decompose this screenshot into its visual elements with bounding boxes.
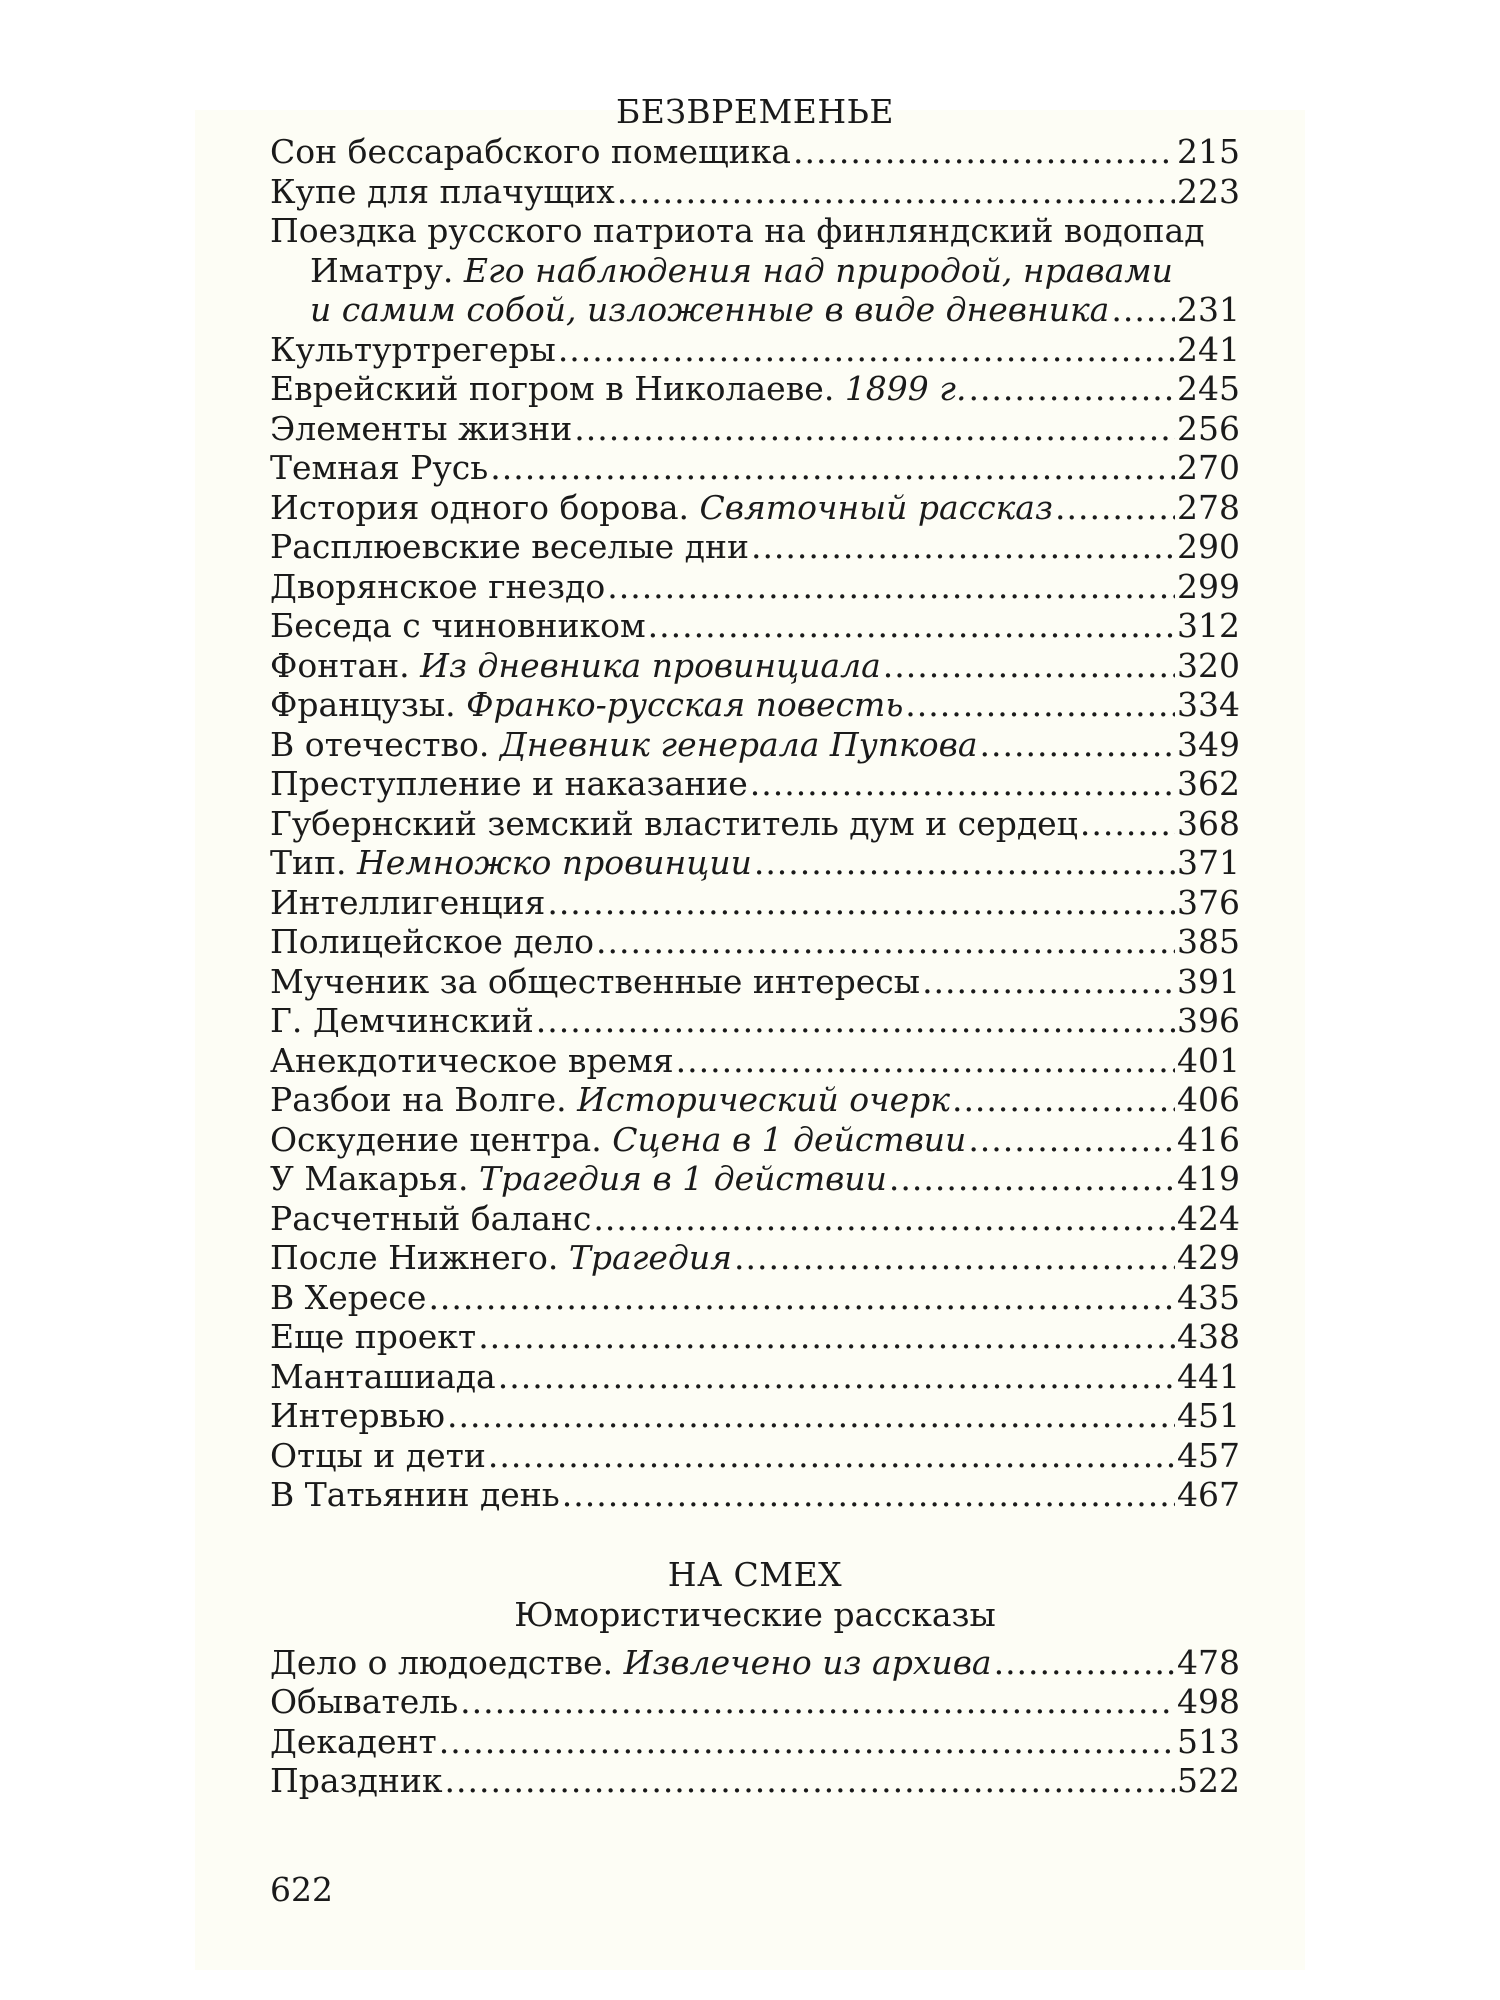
entry-page-number: 299 [1177, 566, 1240, 606]
entry-page-number: 231 [1177, 290, 1240, 329]
entry-page-number: 270 [1177, 448, 1240, 487]
entry-title [270, 1120, 966, 1160]
toc-entry[interactable] [270, 1682, 1240, 1722]
toc-entry[interactable] [270, 764, 1240, 804]
dot-leader [754, 843, 1175, 883]
entry-title: Культуртрегеры [270, 329, 556, 369]
entry-title-text: Разбои на Волге. [270, 1080, 567, 1119]
toc-entry[interactable] [270, 1120, 1240, 1160]
entry-title: В Татьянин день [270, 1475, 560, 1514]
entry-title: Интервью [270, 1396, 445, 1435]
toc-entry[interactable] [270, 172, 1240, 212]
entry-title: Отцы и дети [270, 1435, 486, 1475]
subheading-spacer [270, 1635, 1240, 1643]
entry-title: Интеллигенция [270, 882, 546, 922]
entry-page-number: 424 [1177, 1198, 1240, 1238]
entry-page-number: 312 [1177, 606, 1240, 645]
entry-title: Декадент [270, 1721, 437, 1761]
entry-page-number: 396 [1177, 1001, 1240, 1040]
entry-subtitle: и самим собой, изложенные в виде дневника [310, 290, 1110, 329]
dot-leader [952, 1080, 1175, 1120]
entry-title [270, 488, 1053, 528]
page-number-folio: 622 [270, 1870, 333, 1909]
entry-page-number: 215 [1177, 132, 1240, 171]
entry-title: Дворянское гнездо [270, 566, 606, 606]
entry-title [270, 1159, 887, 1199]
entry-page-number: 435 [1177, 1277, 1240, 1317]
entry-page-number: 429 [1177, 1238, 1240, 1277]
entry-title: Расчетный баланс [270, 1198, 592, 1238]
dot-leader [574, 409, 1175, 449]
section-spacer [270, 1515, 1240, 1555]
toc-entry[interactable] [270, 1475, 1240, 1515]
toc-entry-multiline-line2[interactable] [270, 251, 1240, 291]
entry-page-number: 457 [1177, 1435, 1240, 1475]
entry-subtitle: 1899 г. [844, 369, 967, 408]
dot-leader [428, 1278, 1175, 1318]
entry-title: Манташиада [270, 1356, 496, 1396]
toc-entry[interactable] [270, 527, 1240, 567]
entry-title: Иматру. [310, 250, 454, 290]
entry-title: Преступление и наказание [270, 764, 748, 803]
dot-leader [478, 1317, 1175, 1357]
entry-page-number: 441 [1177, 1356, 1240, 1396]
entry-page-number: 451 [1177, 1396, 1240, 1435]
entry-title [270, 685, 903, 725]
toc-entry[interactable] [270, 1238, 1240, 1278]
toc-entry[interactable] [270, 883, 1240, 923]
entry-title: Элементы жизни [270, 408, 573, 448]
entry-title: Обыватель [270, 1682, 459, 1721]
entry-page-number: 278 [1177, 487, 1240, 527]
dot-leader [648, 606, 1175, 646]
entry-page-number: 401 [1177, 1040, 1240, 1080]
entry-title: Купе для плачущих [270, 171, 615, 211]
dot-leader [562, 1475, 1175, 1515]
toc-entry[interactable] [270, 685, 1240, 725]
dot-leader [793, 132, 1175, 172]
toc-entry[interactable] [270, 962, 1240, 1002]
entry-page-number: 320 [1177, 645, 1240, 685]
dot-leader [490, 448, 1175, 488]
entry-title: Анекдотическое время [270, 1040, 674, 1080]
entry-title [270, 646, 881, 686]
toc-entry[interactable] [270, 369, 1240, 409]
dot-leader [922, 962, 1175, 1002]
dot-leader [994, 1643, 1175, 1683]
entry-title-text: Фонтан. [270, 645, 410, 685]
toc-entry[interactable] [270, 804, 1240, 844]
entry-subtitle: Извлечено из архива [623, 1642, 992, 1682]
dot-leader [968, 369, 1175, 409]
toc-entry[interactable] [270, 567, 1240, 607]
toc-entry[interactable] [270, 1436, 1240, 1476]
dot-leader [968, 1120, 1175, 1160]
entry-page-number: 522 [1177, 1761, 1240, 1800]
entry-page-number: 438 [1177, 1317, 1240, 1356]
toc-entry[interactable] [270, 330, 1240, 370]
dot-leader [617, 172, 1175, 212]
entry-title: Мученик за общественные интересы [270, 961, 921, 1001]
entry-title-text: Дело о людоедстве. [270, 1642, 614, 1682]
entry-title: Еще проект [270, 1317, 477, 1356]
dot-leader [905, 685, 1175, 725]
entry-subtitle: Святочный рассказ [699, 487, 1053, 527]
entry-page-number: 256 [1177, 408, 1240, 448]
entry-title [270, 1238, 732, 1278]
entry-page-number: 419 [1177, 1159, 1240, 1198]
entry-page-number: 223 [1177, 171, 1240, 211]
entry-title-text: Тип. [270, 843, 347, 882]
entry-title: Губернский земский властитель дум и сердец [270, 803, 1078, 843]
dot-leader [751, 527, 1175, 567]
toc-entry[interactable] [270, 606, 1240, 646]
dot-leader [558, 330, 1175, 370]
entry-page-number: 406 [1177, 1080, 1240, 1119]
entry-page-number: 334 [1177, 685, 1240, 724]
entry-title-text: В отечество. [270, 724, 490, 764]
entry-title: В Хересе [270, 1277, 427, 1317]
toc-entry[interactable] [270, 843, 1240, 883]
entry-page-number: 391 [1177, 961, 1240, 1001]
entry-subtitle: Его наблюдения над природой, нравами [463, 250, 1173, 290]
dot-leader [596, 922, 1175, 962]
entry-title-text: У Макарья. [270, 1159, 469, 1198]
entry-page-number: 368 [1177, 803, 1240, 843]
entry-title-text: История одного борова. [270, 487, 689, 527]
dot-leader [460, 1682, 1175, 1722]
toc-entry[interactable] [270, 1159, 1240, 1199]
entry-subtitle: Трагедия [568, 1238, 732, 1277]
dot-leader [1111, 290, 1175, 330]
entry-page-number: 241 [1177, 329, 1240, 369]
entry-title [270, 1643, 992, 1683]
entry-title [270, 725, 978, 765]
entry-page-number: 385 [1177, 922, 1240, 961]
dot-leader [498, 1357, 1175, 1397]
dot-leader [734, 1238, 1175, 1278]
section-subheading: Юмористические рассказы [514, 1594, 996, 1634]
toc-entry[interactable] [270, 409, 1240, 449]
toc-entry[interactable] [270, 1278, 1240, 1318]
entry-title: Г. Демчинский [270, 1001, 534, 1040]
toc-entry[interactable] [270, 488, 1240, 528]
entry-title: Праздник [270, 1761, 443, 1800]
entry-page-number: 362 [1177, 764, 1240, 803]
entry-page-number: 478 [1177, 1642, 1240, 1682]
entry-subtitle: Исторический очерк [577, 1080, 950, 1119]
entry-title: Полицейское дело [270, 922, 595, 961]
toc-entry[interactable] [270, 1317, 1240, 1357]
dot-leader [593, 1199, 1175, 1239]
dot-leader [750, 764, 1175, 804]
entry-title-text: Оскудение центра. [270, 1119, 602, 1159]
entry-title: Сон бессарабского помещика [270, 132, 791, 171]
entry-subtitle: Дневник генерала Пупкова [499, 724, 978, 764]
toc-entry[interactable] [270, 448, 1240, 488]
entry-title-text: Еврейский погром в Николаеве. [270, 369, 835, 408]
entry-subtitle: Из дневника провинциала [420, 645, 881, 685]
entry-title-text: После Нижнего. [270, 1238, 559, 1277]
dot-leader [607, 567, 1175, 607]
toc-entry[interactable] [270, 132, 1240, 172]
entry-title: Беседа с чиновником [270, 606, 646, 645]
toc-entry[interactable] [270, 1357, 1240, 1397]
toc-entry[interactable] [270, 1722, 1240, 1762]
dot-leader [488, 1436, 1175, 1476]
dot-leader [676, 1041, 1175, 1081]
toc-entry[interactable] [270, 1001, 1240, 1041]
dot-leader [547, 883, 1175, 923]
entry-page-number: 467 [1177, 1475, 1240, 1514]
entry-subtitle: Франко-русская повесть [466, 685, 904, 724]
entry-title [270, 843, 752, 883]
toc-entry[interactable] [270, 1396, 1240, 1436]
dot-leader [447, 1396, 1175, 1436]
entry-page-number: 290 [1177, 527, 1240, 566]
entry-subtitle: Трагедия в 1 действии [479, 1159, 887, 1198]
dot-leader [889, 1159, 1175, 1199]
entry-title: Расплюевские веселые дни [270, 527, 749, 566]
entry-subtitle: Сцена в 1 действии [612, 1119, 967, 1159]
toc-entry-multiline-line1[interactable] [270, 211, 1240, 251]
entry-page-number: 416 [1177, 1119, 1240, 1159]
entry-page-number: 513 [1177, 1721, 1240, 1761]
toc-entry[interactable] [270, 646, 1240, 686]
entry-subtitle: Немножко провинции [357, 843, 752, 882]
toc-entry[interactable] [270, 1761, 1240, 1801]
dot-leader [883, 646, 1175, 686]
toc-entry[interactable] [270, 1041, 1240, 1081]
toc-entry[interactable] [270, 1643, 1240, 1683]
dot-leader [536, 1001, 1175, 1041]
table-of-contents [270, 92, 1240, 1801]
toc-entry[interactable] [270, 1199, 1240, 1239]
entry-title-text: Французы. [270, 685, 456, 724]
entry-title [270, 369, 966, 409]
entry-title [270, 1080, 950, 1120]
entry-page-number: 498 [1177, 1682, 1240, 1721]
toc-entry[interactable] [270, 922, 1240, 962]
entry-page-number: 245 [1177, 369, 1240, 408]
entry-page-number: 371 [1177, 843, 1240, 882]
dot-leader [439, 1722, 1175, 1762]
entry-title: Темная Русь [270, 448, 489, 487]
toc-entry[interactable] [270, 1080, 1240, 1120]
toc-entry-multiline-line3[interactable] [270, 290, 1240, 330]
toc-entry[interactable] [270, 725, 1240, 765]
entry-title: Поездка русского патриота на финляндский водопад [270, 211, 1205, 250]
dot-leader [980, 725, 1176, 765]
section-heading-bezvremenye: БЕЗВРЕМЕНЬЕ [616, 92, 894, 131]
dot-leader [1055, 488, 1175, 528]
section-heading-na-smekh: НА СМЕХ [667, 1554, 843, 1594]
entry-page-number: 349 [1177, 724, 1240, 764]
dot-leader [445, 1761, 1175, 1801]
entry-page-number: 376 [1177, 882, 1240, 922]
dot-leader [1080, 804, 1175, 844]
